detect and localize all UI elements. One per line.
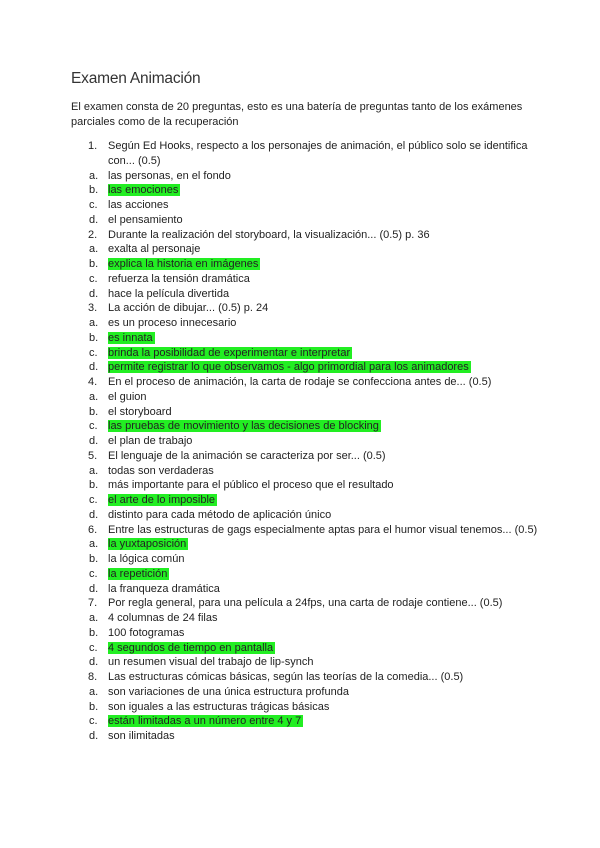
document-title: Examen Animación (71, 70, 201, 87)
question-text: En el proceso de animación, la carta de rodaje se confecciona antes de... (0.5) (108, 376, 492, 388)
option-text-highlighted: la repetición (108, 567, 168, 580)
option-list (71, 537, 541, 596)
option-letter: b. (89, 331, 99, 344)
option-text-highlighted: 4 segundos de tiempo en pantalla (108, 641, 274, 654)
option-letter: c. (89, 272, 98, 285)
option-list (71, 611, 541, 670)
option-item (71, 508, 541, 523)
option-item (71, 242, 541, 257)
option-item (71, 685, 541, 700)
option-item (71, 405, 541, 420)
option-text-highlighted: están limitadas a un número entre 4 y 7 (108, 715, 302, 728)
option-text: es un proceso innecesario (108, 317, 237, 329)
question-text: El lenguaje de la animación se caracteriza por ser... (0.5) (108, 449, 386, 462)
question-number: 4. (88, 376, 98, 388)
option-text: más importante para el público el proceso que el resultado (108, 479, 394, 492)
option-text: hace la película divertida (108, 287, 230, 300)
option-text-highlighted: explica la historia en imágenes (108, 258, 259, 270)
option-letter: c. (89, 199, 98, 211)
option-letter: b. (89, 405, 99, 418)
option-item (71, 700, 541, 715)
question-number: 6. (88, 523, 98, 536)
option-list (71, 390, 541, 449)
question-text: La acción de dibujar... (0.5) p. 24 (108, 302, 269, 315)
option-item (71, 316, 541, 331)
option-item-correct (71, 567, 541, 582)
option-text: distinto para cada método de aplicación único (108, 508, 332, 521)
option-item-correct (71, 360, 541, 375)
option-item-correct (71, 419, 541, 434)
question-line (71, 301, 541, 316)
question-text: Según Ed Hooks, respecto a los personajes de animación, el público solo se identifica con... (0.5) (108, 140, 528, 167)
option-letter: d. (89, 582, 99, 595)
option-letter: a. (89, 317, 99, 329)
option-item-correct (71, 537, 541, 552)
option-list (71, 685, 541, 744)
option-text: el storyboard (108, 405, 172, 418)
option-item (71, 478, 541, 493)
option-text: 4 columnas de 24 filas (108, 612, 218, 624)
option-letter: a. (89, 685, 99, 698)
option-item (71, 626, 541, 641)
option-text: la lógica común (108, 553, 185, 565)
question-line (71, 523, 541, 538)
question-line (71, 670, 541, 685)
question-line (71, 228, 541, 243)
option-item-correct (71, 493, 541, 508)
option-item (71, 611, 541, 626)
question-item (71, 596, 541, 670)
option-text-highlighted: el arte de lo imposible (108, 494, 216, 506)
question-number: 7. (88, 597, 98, 610)
question-item (71, 449, 541, 523)
option-text-highlighted: es innata (108, 331, 153, 344)
option-text: son variaciones de una única estructura profunda (108, 685, 349, 698)
option-list (71, 169, 541, 228)
option-letter: a. (89, 169, 99, 182)
option-letter: d. (89, 213, 99, 226)
question-item (71, 228, 541, 302)
question-number: 3. (88, 302, 98, 315)
option-text: las personas, en el fondo (108, 169, 231, 182)
option-text: las acciones (108, 199, 169, 211)
option-item (71, 729, 541, 744)
question-item (71, 139, 541, 228)
question-number: 5. (88, 449, 98, 462)
option-letter: d. (89, 287, 99, 300)
question-item (71, 523, 541, 597)
option-text-highlighted: brinda la posibilidad de experimentar e interpretar (108, 346, 351, 359)
option-letter: a. (89, 538, 99, 551)
option-letter: b. (89, 626, 99, 639)
question-line (71, 596, 541, 611)
question-item (71, 375, 541, 449)
question-number: 8. (88, 671, 98, 683)
option-letter: b. (89, 700, 99, 713)
option-letter: d. (89, 508, 99, 521)
question-line (71, 375, 541, 390)
option-letter: c. (89, 567, 98, 580)
option-letter: a. (89, 612, 99, 624)
question-line (71, 139, 541, 169)
option-text-highlighted: permite registrar lo que observamos - algo primordial para los animadores (108, 361, 469, 374)
question-text: Entre las estructuras de gags especialmente aptas para el humor visual tenemos... (0.5) (108, 523, 538, 536)
option-list (71, 316, 541, 375)
option-text: el guion (108, 390, 147, 403)
question-text: Durante la realización del storyboard, la visualización... (0.5) p. 36 (108, 228, 430, 241)
option-text-highlighted: las pruebas de movimiento y las decisiones de blocking (108, 420, 379, 433)
question-number: 2. (88, 228, 98, 241)
option-letter: c. (89, 420, 98, 433)
option-text: el plan de trabajo (108, 435, 193, 447)
option-letter: a. (89, 464, 99, 477)
option-text-highlighted: las emociones (108, 184, 179, 197)
option-item (71, 582, 541, 597)
option-item-correct (71, 714, 541, 729)
option-letter: b. (89, 553, 99, 565)
option-text: son iguales a las estructuras trágicas básicas (108, 700, 330, 713)
option-letter: d. (89, 435, 99, 447)
option-item (71, 552, 541, 567)
option-text: un resumen visual del trabajo de lip-synch (108, 656, 314, 669)
option-letter: c. (89, 641, 98, 654)
option-letter: d. (89, 730, 99, 742)
option-item-correct (71, 257, 541, 272)
option-letter: b. (89, 184, 99, 197)
option-letter: a. (89, 390, 99, 403)
option-item-correct (71, 331, 541, 346)
option-item (71, 464, 541, 479)
option-list (71, 464, 541, 523)
option-item-correct (71, 641, 541, 656)
question-list (71, 139, 541, 744)
option-item-correct (71, 346, 541, 361)
option-text: la franqueza dramática (108, 582, 220, 595)
option-item (71, 198, 541, 213)
question-text: Por regla general, para una película a 24fps, una carta de rodaje contiene... (0.5) (108, 597, 503, 610)
option-item (71, 213, 541, 228)
option-text: exalta al personaje (108, 243, 201, 256)
question-text: Las estructuras cómicas básicas, según las teorías de la comedia... (0.5) (108, 671, 464, 683)
question-number: 1. (88, 140, 98, 152)
option-item (71, 434, 541, 449)
option-letter: c. (89, 715, 98, 728)
option-item (71, 390, 541, 405)
option-list (71, 242, 541, 301)
option-text: el pensamiento (108, 213, 183, 226)
option-text: 100 fotogramas (108, 626, 185, 639)
option-letter: d. (89, 361, 99, 374)
option-item (71, 287, 541, 302)
option-item-correct (71, 183, 541, 198)
option-item (71, 169, 541, 184)
option-letter: b. (89, 479, 99, 492)
option-text: todas son verdaderas (108, 464, 214, 477)
document-intro: El examen consta de 20 preguntas, esto es una batería de preguntas tanto de los exámenes parciales como de la recuperación (71, 101, 523, 128)
option-item (71, 272, 541, 287)
option-text: refuerza la tensión dramática (108, 272, 250, 285)
option-text: son ilimitadas (108, 730, 175, 742)
question-item (71, 301, 541, 375)
option-letter: c. (89, 346, 98, 359)
option-letter: a. (89, 243, 99, 256)
option-letter: d. (89, 656, 99, 669)
option-item (71, 655, 541, 670)
option-letter: c. (89, 494, 98, 506)
question-item (71, 670, 541, 744)
option-letter: b. (89, 258, 99, 270)
question-line (71, 449, 541, 464)
option-text-highlighted: la yuxtaposición (108, 538, 187, 551)
